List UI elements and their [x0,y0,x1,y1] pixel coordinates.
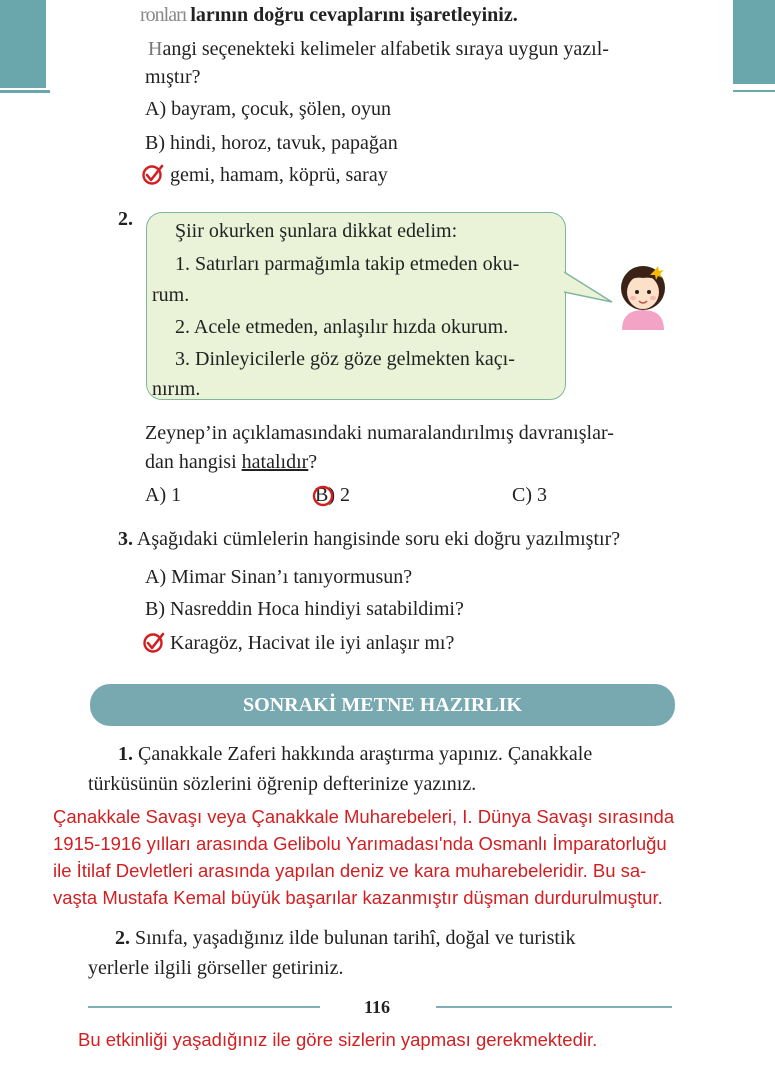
prep-item1-line1 [118,743,592,766]
prep-item1-line2: türküsünün sözlerini öğrenip defterinize yazınız. [88,773,477,795]
left-side-rule [0,90,50,93]
answer-line-3: ile İtilaf Devletleri arasında yapılan deniz ve kara muharebeleridir. Bu sa- [53,860,647,881]
prep-item2-text: Sınıfa, yaşadığınız ilde bulunan tarihî, doğal ve turistik [135,927,576,949]
footer-rule-right [436,1006,672,1008]
option-text: Karagöz, Hacivat ile iyi anlaşır mı? [170,632,455,654]
q2-option-c[interactable] [512,484,547,507]
q2-question-underlined: hatalıdır [241,451,309,473]
q2-question-pre: dan hangisi [145,451,242,473]
option-text: bayram, çocuk, şölen, oyun [171,98,392,120]
prep-item2-number: 2. [115,927,130,949]
q1-question-text: angi seçenekteki kelimeler alfabetik sıraya uygun yazıl- [162,38,609,60]
option-text: hindi, horoz, tavuk, papağan [170,132,398,154]
option-text: gemi, hamam, köprü, saray [170,164,388,186]
answer-line-4: vaşta Mustafa Kemal büyük başarılar kazanmıştır düşman durdurulmuştur. [53,887,663,908]
option-letter: A) [145,566,167,588]
q1-question-line1 [148,38,609,61]
bubble-item2: 2. Acele etmeden, anlaşılır hızda okurum. [175,316,509,338]
bubble-item1-line2: rum. [152,284,190,306]
prep-item2-line2: yerlerle ilgili görseller getiriniz. [88,957,344,979]
option-text: 1 [171,484,182,506]
option-text: 3 [537,484,547,506]
section-instruction [140,4,518,27]
q1-faded-lead: H [148,38,163,60]
right-side-bar [733,0,775,84]
left-side-bar [0,0,46,88]
footer-note: Bu etkinliği yaşadığınız ile göre sizlerin yapması gerekmektedir. [78,1029,598,1050]
q3-option-c[interactable] [145,632,454,655]
q2-option-a[interactable] [145,484,181,507]
option-letter: B) [145,598,165,620]
option-letter: B) [145,132,165,154]
q3-number: 3. [118,528,133,550]
answer-line-2: 1915-1916 yılları arasında Gelibolu Yarımadası'nda Osmanlı İmparatorluğu [53,833,667,854]
bubble-item3-line2: nırım. [152,378,201,400]
q1-option-b[interactable] [145,132,398,155]
prep-item1-text: Çanakkale Zaferi hakkında araştırma yapınız. Çanakkale [138,743,593,765]
instruction-text: larının doğru cevaplarını işaretleyiniz. [190,4,518,26]
q1-question-line2: mıştır? [145,66,201,88]
option-letter: C) [512,484,532,506]
q2-answer-circle-icon [312,485,334,507]
q3-option-b[interactable] [145,598,464,621]
q2-number: 2. [118,208,133,230]
bubble-item1-line1: 1. Satırları parmağımla takip etmeden oku- [175,253,520,275]
q3-option-a[interactable] [145,566,412,589]
q3-question [118,528,620,551]
q3-answer-check-icon [143,631,165,653]
instruction-faded-part: ronları [140,4,191,26]
section-banner: SONRAKİ METNE HAZIRLIK [90,684,675,726]
option-letter: A) [145,98,167,120]
footer-rule-left [88,1006,320,1008]
q2-question-post: ? [308,451,318,473]
page-number: 116 [364,997,391,1017]
girl-character-illustration [608,256,678,330]
option-letter: A) [145,484,167,506]
q1-answer-check-icon [142,163,164,185]
prep-item2-line1 [115,927,575,950]
q2-question-line1: Zeynep’in açıklamasındaki numaralandırılmış davranışlar- [145,422,614,444]
option-text: Nasreddin Hoca hindiyi satabildimi? [170,598,464,620]
right-side-rule [733,90,775,92]
prep-item1-number: 1. [118,743,133,765]
answer-line-1: Çanakkale Savaşı veya Çanakkale Muharebeleri, I. Dünya Savaşı sırasında [53,806,675,827]
option-letter: B) [315,484,335,506]
q1-option-c[interactable] [145,164,388,187]
option-text: 2 [340,484,350,506]
bubble-title: Şiir okurken şunlara dikkat edelim: [175,220,458,242]
bubble-item3-line1: 3. Dinleyicilerle göz göze gelmekten kaçı- [175,348,515,370]
q3-question-text: Aşağıdaki cümlelerin hangisinde soru eki doğru yazılmıştır? [136,528,621,550]
q1-option-a[interactable] [145,98,391,121]
option-text: Mimar Sinan’ı tanıyormusun? [171,566,413,588]
q2-question-line2 [145,451,317,474]
